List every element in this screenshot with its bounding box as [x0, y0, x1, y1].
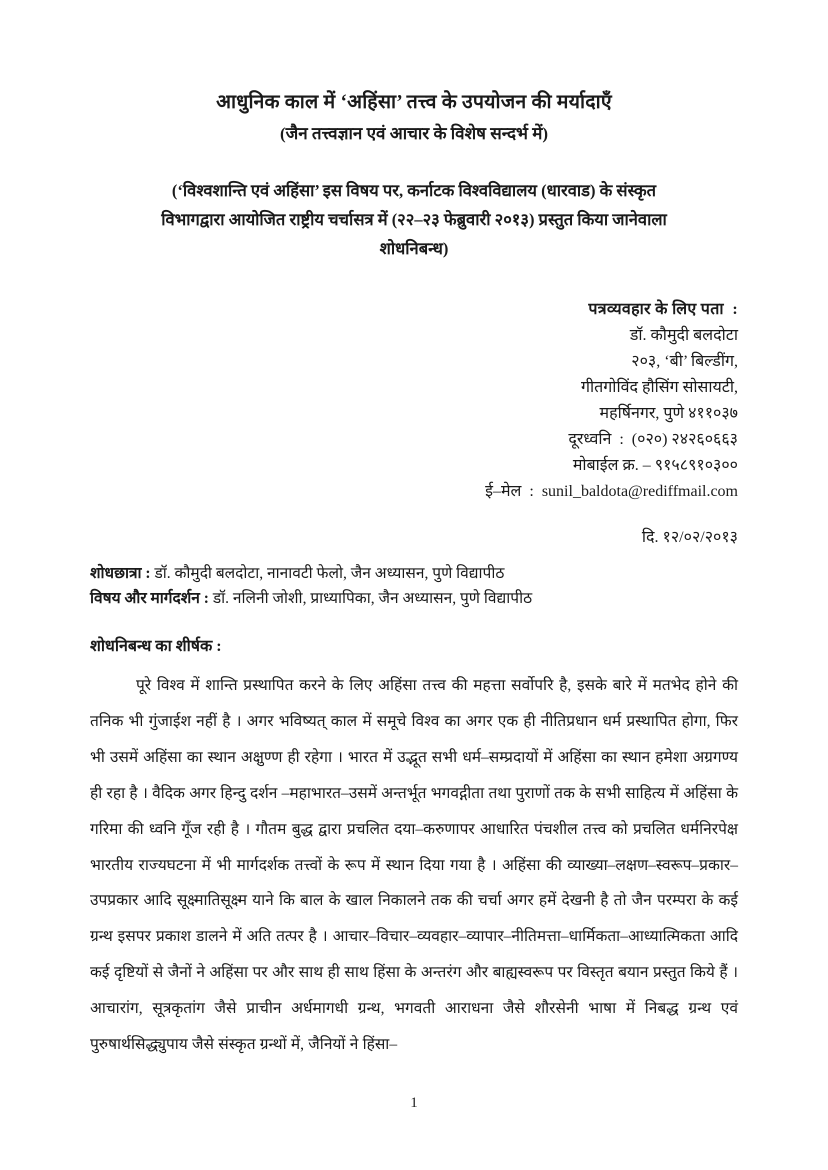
address-line-2: गीतगोविंद हौसिंग सोसायटी, [581, 379, 738, 397]
conference-note-line-3: शोधनिबन्ध) [379, 238, 449, 258]
section-heading-thesis-title: शोधनिबन्ध का शीर्षक : [90, 637, 222, 655]
scholar-label: शोधछात्रा : [90, 564, 151, 582]
address-mobile: मोबाईल क्र. – ९१५८९१०३०० [572, 456, 738, 474]
document-date-value: दि. १२/०२/२०१३ [641, 528, 738, 546]
address-name: डॉ. कौमुदी बलदोटा [629, 327, 738, 345]
scholar-row [90, 561, 738, 587]
body-paragraph: पूरे विश्व में शान्ति प्रस्थापित करने के लिए अहिंसा तत्त्व की महत्ता सर्वोपरि है, इसके बारे में मतभेद होने की तनिक भी गुंजाईश नहीं है । अगर भविष्यत् काल में समूचे विश्व का अगर एक ही नीतिप्रधान धर्म प्रस्थापित होगा, फिर भी उसमें अहिंसा का स्थान अक्षुण्ण ही रहेगा । भारत में उद्भूत सभी धर्म–सम्प्रदायों में अहिंसा का स्थान हमेशा अग्रगण्य ही रहा है । वैदिक अगर हिन्दु दर्शन –महाभारत–उसमें अन्तर्भूत भगवद्गीता तथा पुराणों तक के सभी साहित्य में अहिंसा के गरिमा की ध्वनि गूँज रही है । गौतम बुद्ध द्वारा प्रचलित दया–करुणापर आधारित पंचशील तत्त्व को प्रचलित धर्मनिरपेक्ष भारतीय राज्यघटना में भी मार्गदर्शक तत्त्वों के रूप में स्थान दिया गया है । अहिंसा की व्याख्या–लक्षण–स्वरूप–प्रकार–उपप्रकार आदि सूक्ष्मातिसूक्ष्म याने कि बाल के खाल निकालने तक की चर्चा अगर हमें देखनी है तो जैन परम्परा के कई ग्रन्थ इसपर प्रकाश डालने में अति तत्पर है । आचार–विचार–व्यवहार–व्यापार–नीतिमत्ता–धार्मिकता–आध्यात्मिकता आदि कई दृष्टियों से जैनों ने अहिंसा पर और साथ ही साथ हिंसा के अन्तरंग और बाह्यस्वरूप पर विस्तृत बयान प्रस्तुत किये हैं । आचारांग, सूत्रकृतांग जैसे प्राचीन अर्धमागधी ग्रन्थ, भगवती आराधना जैसे शौरसेनी भाषा में निबद्ध ग्रन्थ एवं पुरुषार्थसिद्ध्युपाय जैसे संस्कृत ग्रन्थों में, जैनियों ने हिंसा– [90, 676, 738, 1054]
address-line-3: महर्षिनगर, पुणे ४११०३७ [599, 405, 738, 422]
address-email-value[interactable]: sunil_baldota@rediffmail.com [541, 482, 738, 500]
address-line-1: २०३, ‘बी’ बिल्डींग, [631, 353, 738, 371]
guide-row [90, 586, 738, 612]
address-email-label: ई–मेल : [485, 482, 534, 500]
correspondence-address-block [90, 297, 738, 504]
page-number: 1 [410, 1095, 418, 1111]
metadata-block [90, 561, 738, 612]
conference-note-line-2: विभागद्वारा आयोजित राष्ट्रीय चर्चासत्र में (२२–२३ फेब्रुवारी २०१३) प्रस्तुत किया जानेवाला [161, 209, 667, 229]
address-phone: दूरध्वनि : (०२०) २४२६०६६३ [568, 430, 738, 448]
page-subtitle: (जैन तत्त्वज्ञान एवं आचार के विशेष सन्दर्भ में) [279, 124, 549, 144]
guide-value: डॉ. नलिनी जोशी, प्राध्यापिका, जैन अध्यासन, पुणे विद्यापीठ [208, 590, 533, 608]
address-heading: पत्रव्यवहार के लिए पता : [588, 301, 738, 319]
document-date [90, 525, 738, 547]
page-title: आधुनिक काल में ‘अहिंसा’ तत्त्व के उपयोजन की मर्यादाएँ [216, 92, 612, 113]
conference-note-line-1: (‘विश्वशान्ति एवं अहिंसा’ इस विषय पर, कर्नाटक विश्वविद्यालय (धारवाड) के संस्कृत [171, 180, 657, 200]
title-block [90, 0, 738, 147]
scholar-value: डॉ. कौमुदी बलदोटा, नानावटी फेलो, जैन अध्यासन, पुणे विद्यापीठ [150, 564, 505, 582]
conference-note [90, 177, 738, 264]
guide-label: विषय और मार्गदर्शन : [90, 590, 209, 608]
address-email-row [90, 479, 738, 505]
